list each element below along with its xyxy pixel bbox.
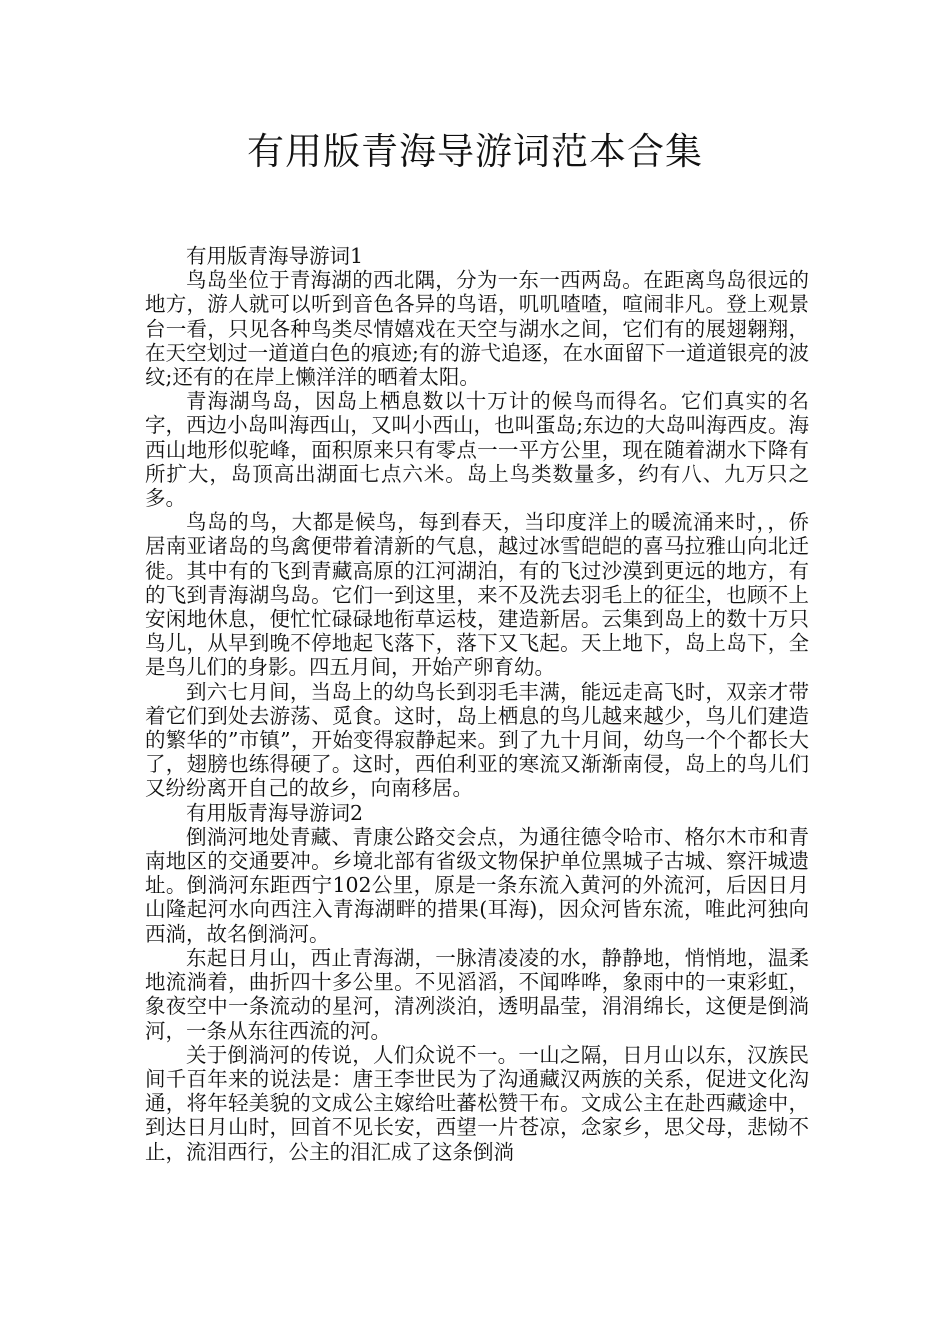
document-body	[145, 244, 809, 1164]
paragraph: 倒淌河地处青藏、青康公路交会点，为通往德令哈市、格尔木市和青南地区的交通要冲。乡境北部有省级文物保护单位黑城子古城、察汗城遗址。倒淌河东距西宁102公里，原是一条东流入黄河的外流河，后因日月山隆起河水向西注入青海湖畔的措果(耳海)，因众河皆东流，唯此河独向西淌，故名倒淌河。	[145, 824, 809, 946]
section-heading: 有用版青海导游词2	[186, 800, 364, 825]
document-title: 有用版青海导游词范本合集	[247, 130, 703, 173]
paragraph: 鸟岛的鸟，大都是候鸟，每到春天，当印度洋上的暖流涌来时，，侨居南亚诸岛的鸟禽便带着清新的气息，越过冰雪皑皑的喜马拉雅山向北迁徙。其中有的飞到青藏高原的江河湖泊，有的飞过沙漠到更远的地方，有的飞到青海湖鸟岛。它们一到这里，来不及洗去羽毛上的征尘，也顾不上安闲地休息，便忙忙碌碌地衔草运枝，建造新居。云集到岛上的数十万只鸟儿，从早到晚不停地起飞落下，落下又飞起。天上地下，岛上岛下，全是鸟儿们的身影。四五月间，开始产卵育幼。	[145, 510, 809, 680]
paragraph: 关于倒淌河的传说，人们众说不一。一山之隔，日月山以东，汉族民间千百年来的说法是：唐王李世民为了沟通藏汉两族的关系，促进文化沟通，将年轻美貌的文成公主嫁给吐蕃松赞干布。文成公主在赴西藏途中，到达日月山时，回首不见长安，西望一片苍凉，念家乡，思父母，悲恸不止，流泪西行，公主的泪汇成了这条倒淌	[145, 1042, 809, 1164]
paragraph: 青海湖鸟岛，因岛上栖息数以十万计的候鸟而得名。它们真实的名字，西边小岛叫海西山，又叫小西山，也叫蛋岛;东边的大岛叫海西皮。海西山地形似驼峰，面积原来只有零点一一平方公里，现在随着湖水下降有所扩大，岛顶高出湖面七点六米。岛上鸟类数量多，约有八、九万只之多。	[145, 389, 809, 511]
paragraph: 鸟岛坐位于青海湖的西北隅，分为一东一西两岛。在距离鸟岛很远的地方，游人就可以听到音色各异的鸟语，叽叽喳喳，喧闹非凡。登上观景台一看，只见各种鸟类尽情嬉戏在天空与湖水之间，它们有的展翅翱翔，在天空划过一道道白色的痕迹;有的游弋追逐，在水面留下一道道银亮的波纹;还有的在岸上懒洋洋的晒着太阳。	[145, 268, 809, 390]
section-heading: 有用版青海导游词1	[186, 244, 364, 268]
paragraph: 东起日月山，西止青海湖，一脉清凌凌的水，静静地，悄悄地，温柔地流淌着，曲折四十多公里。不见滔滔，不闻哗哗，象雨中的一束彩虹，象夜空中一条流动的星河，清冽淡泊，透明晶莹，涓涓绵长，这便是倒淌河，一条从东往西流的河。	[145, 945, 809, 1043]
paragraph: 到六七月间，当岛上的幼鸟长到羽毛丰满，能远走高飞时，双亲才带着它们到处去游荡、觅食。这时，岛上栖息的鸟儿越来越少，鸟儿们建造的繁华的”市镇”，开始变得寂静起来。到了九十月间，幼鸟一个个都长大了，翅膀也练得硬了。这时，西伯利亚的寒流又渐渐南侵，岛上的鸟儿们又纷纷离开自己的故乡，向南移居。	[145, 679, 809, 801]
